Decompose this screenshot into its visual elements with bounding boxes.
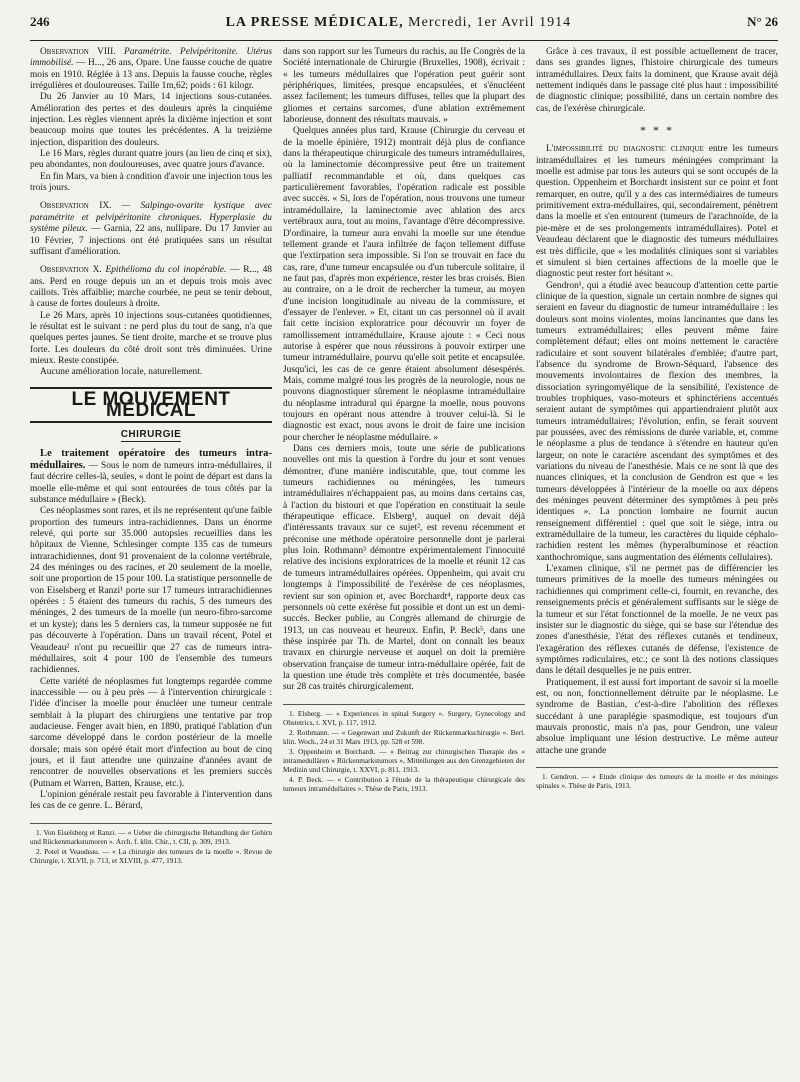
observation-9 bbox=[30, 201, 272, 258]
footnotes bbox=[30, 823, 272, 865]
paragraph: Grâce à ces travaux, il est possible actuellement de tracer, dans ses grandes lignes, l'histoire chirurgicale des tumeurs intramédullaires. Deux faits la dominent, que Krause avait déjà nettement indiqués dans le passage cité plus haut : impossibilité de diagnostic clinique; possibilité, dans un certain nombre des cas, de l'exérèse chirurgicale. bbox=[536, 47, 778, 114]
footnotes bbox=[536, 767, 778, 790]
column-3 bbox=[536, 47, 778, 866]
observation-text: — Garnia, 22 ans, nullipare. Du 17 Janvier au 10 Février, 7 injections ont été pratiquées sans un résultat suffisant d'amélioration. bbox=[30, 224, 273, 257]
paragraph: Gendron¹, qui a étudié avec beaucoup d'attention cette partie clinique de la question, signale un certain nombre de signes qui seraient en faveur du diagnostic de tumeur intramédullaire : les douleurs sont moins violentes, moins lancinantes que dans les tumeurs extramédullaires; elles peuvent même faire complètement défaut; elles ont moins nettement le caractère radiculaire et sont souvent bilatérales d'emblée; d'autre part, l'absence du syndrome de Brown-Séquard, l'absence des mouvements involontaires de flexion des membres, la dissociation syringomyélique de la sensibilité, l'existence de troubles trophiques, vaso-moteurs et sphinctériens accentués seraient autant de symptômes qui appartiendraient plutôt aux tumeurs intramédullaires; l'évolution, enfin, se ferait souvent par poussées, avec des rémissions de durée variable, et, comme le néoplasme a plus de tendance à s'étendre en hauteur qu'en largeur, on note le caractère ascendant des symptômes et des variations du niveau de l'anesthésie. Mais ce ne sont là que des nuances cliniques, et la conclusion de Gendron est que « les tumeurs développées à l'intérieur de la moelle ou aux dépens des méninges peuvent déterminer des symptômes à peu près identiques ». La ponction lombaire ne fournit aucun renseignement différentiel : quel que soit le siège, intra ou extramédullaire de la tumeur, les caractères du liquide céphalo-rachidien restent les mêmes (hyperalbuminose et réaction xanthochromique, sans augmentation des éléments cellulaires). bbox=[536, 280, 778, 563]
observation-head: Observation X. bbox=[40, 265, 102, 276]
observation-title: Epithélioma du col inopérable. bbox=[105, 265, 227, 276]
article-title: Le traitement opératoire des tumeurs intra-médullaires. bbox=[30, 447, 272, 471]
page-header bbox=[30, 14, 778, 36]
text-columns bbox=[30, 47, 778, 866]
paragraph: Cette variété de néoplasmes fut longtemps regardée comme inaccessible — ou à peu près — à l'intervention chirurgicale : l'idée d'inciser la moelle pour énucléer une tumeur centrale semblait à la plupart des chirurgiens une tentative par trop audacieuse. Fenger avait bien, en 1890, pratiqué l'ablation d'un sarcome développé dans le cordon postérieur de la moelle dorsale; mais son opéré était mort d'infection au bout de cinq jours, et il faut attendre une quinzaine d'années avant de rencontrer de nouvelles observations et les premiers succès (Putnam et Warren, Batten, Krause, etc.). bbox=[30, 676, 272, 789]
footnotes bbox=[283, 704, 525, 793]
issue-number: N° 26 bbox=[747, 14, 778, 29]
subsection-label: CHIRURGIE bbox=[120, 429, 182, 441]
observation-8 bbox=[30, 47, 272, 92]
observation-title: Paramétrite. Pelvipéritonite. Utérus immobilisé. bbox=[30, 47, 272, 69]
subsection-title bbox=[30, 429, 272, 440]
observation-head: Observation IX. bbox=[40, 201, 112, 212]
paragraph: Quelques années plus tard, Krause (Chirurgie du cerveau et de la moelle épinière, 1912) montrait déjà plus de confiance dans la thérapeutique chirurgicale des tumeurs intramédullaires, où la laminectomie décompressive peut être un traitement palliatif recommandable et où, dans quelques cas particulièrement favorables, l'opération radicale est possible avec succès. « Si, lors de l'opération, nous trouvons une tumeur intramédullaire, la laminectomie avec ablation des arcs vertébraux aura, tout au moins, l'avantage d'être décompressive. D'ordinaire, la tumeur aura envahi la moelle sur une étendue tellement grande et l'aura infiltrée de façon tellement diffuse que l'extirpation sera impossible. Si l'on se trouvait en face du cas, rare, d'une tumeur encapsulée ou d'un tubercule solitaire, il ne faut pas, d'après mon expérience, rester les bras croisés. Bien au contraire, on a le droit de rechercher la tumeur, au moyen d'une incision longitudinale au niveau de la commissure, et d'essayer de l'enlever. » Et, citant un cas personnel où il avait fait cette incision exploratrice pour découvrir un foyer de ramollissement intramédullaire, Krause ajoute : « Ceci nous autorise à espérer que nous réussirons à pouvoir extirper une tumeur intramédullaire, pourvu qu'elle soit petite et encapsulée. Jusqu'ici, les cas de ce genre étaient absolument désespérés. Mais, comme malgré tous les progrès de la neurologie, nous ne pouvons diagnostiquer sûrement le néoplasme intramédullaire du néoplasme intradural qui épargne la moelle, nous pouvons toujours en opérant nous attendre à trouver celui-là. Si le diagnostic est exact, nous avons le droit de faire une incision pour chercher le néoplasme médullaire. » bbox=[283, 126, 525, 443]
footnote: 2. Rothmann. — « Gegenwart und Zukunft der Rückenmarkschirurgie ». Berl. klin. Woch., 24 et 31 Mars 1913, pp. 528 et 598. bbox=[283, 727, 525, 746]
observation-title: — Salpingo-ovarite kystique avec paramétrite et pelvipéritonite chroniques. Hyperplasie du système pileux. bbox=[30, 201, 273, 235]
footnote: 1. Gendron. — « Etude clinique des tumeurs de la moelle et des méninges spinales ». Thèse de Paris, 1913. bbox=[536, 771, 778, 790]
footnote: 4. P. Beck. — « Contribution à l'étude de la thérapeutique chirurgicale des tumeurs intramédullaires ». Thèse de Paris, 1913. bbox=[283, 774, 525, 793]
journal-name: LA PRESSE MÉDICALE, bbox=[225, 15, 404, 30]
page-number: 246 bbox=[30, 14, 50, 29]
column-2 bbox=[283, 47, 525, 866]
section-divider-asterisks: * * * bbox=[640, 123, 674, 138]
article-lead bbox=[30, 448, 272, 507]
paragraph: Ces néoplasmes sont rares, et ils ne représentent qu'une faible proportion des tumeurs intra-rachidiennes. Dans un énorme relevé, qui porte sur 35.000 autopsies recueillies dans les hôpitaux de Vienne, Schlesinger compte 135 cas de tumeurs intrarachidiennes, dont 91 provenaient de la colonne vertébrale, 24 des méninges ou des racines, et 20 seulement de la moelle, soit une proportion de 15 pour 100. La statistique personnelle de von Eiselsberg et Ranzi¹ porte sur 17 tumeurs intrarachidiennes opérées : 5 étaient des tumeurs du rachis, 5 des tumeurs des méninges, 2 des tumeurs de la moelle (un neuro-fibro-sarcome et un kyste); dans les 5 derniers cas, la tumeur supposée ne fut pas découverte à l'opération. Dans un travail récent, Potel et Veaudeau² n'ont pu recueillir que 27 cas de tumeurs intra-médullaires, soit 4 pour 100 de l'ensemble des tumeurs rachidiennes. bbox=[30, 506, 272, 676]
article-text: — Sous le nom de tumeurs intra-médullaires, il faut décrire celles-là, seules, « dont le point de départ est dans la moelle elle-même et qui sont entourées de tous côtés par la substance médullaire » (Beck). bbox=[30, 461, 273, 506]
paragraph: Le 26 Mars, après 10 injections sous-cutanées quotidiennes, le résultat est le suivant : ne perd plus du tout de sang, n'a que quelques pertes jaunes. Se tient droite, marche et se trouve plus forte. Les douleurs du côté droit sont très diminuées. Urine mieux. Reste constipée. bbox=[30, 310, 272, 366]
column-1 bbox=[30, 47, 272, 866]
observation-text: — H..., 26 ans, Opare. Une fausse couche de quatre mois en 1910. Réglée à 13 ans. Depuis la fausse couche, règles irrégulières et douloureuses. Taille 1m,62; poids : 61 kilogr. bbox=[30, 58, 273, 92]
observation-text: — R..., 48 ans. Perd en rouge depuis un an et depuis trois mois avec caillots. Très affaiblie; marche courbée, ne peut se tenir debout, à cause de fortes douleurs à droite. bbox=[30, 265, 272, 310]
paragraph-diagnostic bbox=[536, 144, 778, 280]
footnote: 1. Elsberg. — « Experiences in spinal Surgery ». Surgery, Gynecology and Obstetrics, t. XVI, p. 117, 1912. bbox=[283, 708, 525, 727]
paragraph: Du 26 Janvier au 10 Mars, 14 injections sous-cutanées. Amélioration des pertes et des douleurs après la cinquième injection. Les règles viennent après la dixième injection et sont beaucoup moins que toutes les précédentes. A la treizième injection, disparition des douleurs. bbox=[30, 92, 272, 148]
footnote: 2. Potel et Veaudeau. — « La chirurgie des tumeurs de la moelle ». Revue de Chirurgie, t. XLVII, p. 713, et XLVIII, p. 477, 1913. bbox=[30, 846, 272, 865]
paragraph: Aucune amélioration locale, naturellement. bbox=[40, 367, 203, 378]
section-title: LE MOUVEMENT MÉDICAL bbox=[30, 387, 272, 424]
paragraph: En fin Mars, va bien à condition d'avoir une injection tous les trois jours. bbox=[30, 171, 272, 194]
footnote: 1. Von Eiselsberg et Ranzi. — « Ueber die chirurgische Behandlung der Gehirn und Rückenmarkstumoren ». Arch. f. klin. Chir., t. CII, p. 309, 1913. bbox=[30, 827, 272, 846]
paragraph: Le 16 Mars, règles durant quatre jours (au lieu de cinq et six), peu abondantes, non douloureuses, avec quatre jours d'avance. bbox=[30, 149, 272, 171]
footnote: 3. Oppenheim et Borchardt. — « Beitrag zur chirurgischen Therapie des « intramedullären » Rückenmarkstumors », Mitteilungen aus den Grenzgebieten der Medizin und Chirurgie, t. XXVI, p. 811, 1913. bbox=[283, 746, 525, 774]
paragraph: dans son rapport sur les Tumeurs du rachis, au IIe Congrès de la Société internationale de Chirurgie (Bruxelles, 1908), écrivait : « les tumeurs médullaires que l'opération peut guérir sont périphériques, limitées, presque encapsulées, et s'énucléent assez facilement; les tumeurs diffuses, telles que la plupart des gliomes et certains sarcomes, d'une ablation extrêmement laborieuse, donnent des résultats mauvais. » bbox=[283, 47, 525, 126]
paragraph: Dans ces derniers mois, toute une série de publications nouvelles ont mis la question à l'ordre du jour et sont venues démontrer, d'une manière indiscutable, que, tout comme les tumeurs rachidiennes ou méningées, les tumeurs intramédullaires n'échappaient pas, au moins dans certains cas, à l'action du bistouri et que l'opération en constituait la seule thérapeutique efficace. Elsberg¹, auquel on devait déjà d'intéressants travaux sur ce sujet², est revenu récemment et préconise une méthode opératoire personnelle dont je parlerai plus loin. Rothmann³ démontre expérimentalement l'innocuité relative des incisions exploratrices de la moelle et réunit 12 cas de tumeurs intramédullaires opérées. Oppenheim, qui avait cru longtemps à l'impossibilité de l'exérèse de ces néoplasmes, revient sur son opinion et, avec Borchardt⁴, rapporte deux cas personnels où cette exérèse fut possible et dont un est un demi-succès. Becker publie, au Congrès allemand de chirurgie de 1913, un cas nouveau et heureux. Enfin, P. Beck⁵, dans une thèse inspirée par Th. de Martel, dont on connaît les beaux travaux en chirurgie nerveuse et auquel on doit la première observation française de tumeur intra-médullaire opérée, fait de la question une étude très complète et très documentée, basée sur 28 cas traités chirurgicalement. bbox=[283, 444, 525, 693]
paragraph: L'opinion générale restait peu favorable à l'intervention dans les cas de ce genre. L. Bérard, bbox=[30, 789, 272, 812]
header-rule bbox=[30, 40, 778, 41]
observation-10 bbox=[30, 265, 272, 310]
observation-head: Observation VIII. bbox=[40, 47, 116, 57]
paragraph: Pratiquement, il est aussi fort important de savoir si la moelle est, ou non, fonctionnellement détruite par le néoplasme. Le syndrome de Bastian, c'est-à-dire l'abolition des réflexes succédant à une paraplégie spasmodique, est toujours d'un mauvais pronostic, mais n'a pas, pour Gendron, une valeur absolue impliquant une lésion destructive. Le même auteur attache une grande bbox=[536, 677, 778, 756]
paragraph: L'examen clinique, s'il ne permet pas de différencier les tumeurs primitives de la moelle des tumeurs méningées ou rachidiennes qui compriment celle-ci, fournit, en revanche, des renseignements précis et généralement suffisants sur le siège de la tumeur et sur l'état fonctionnel de la moelle. Je ne veux pas insister sur le diagnostic du siège, qui se base sur l'étendue des zones d'anesthésie, l'état des réflexes cutanés et tendineux, l'exagération des réflexes cutanés de défense, l'existence de symptômes radiculaires, etc.; ce sont là des notions classiques dans le détail desquelles je ne puis entrer. bbox=[536, 564, 778, 677]
issue-date: Mercredi, 1er Avril 1914 bbox=[408, 15, 572, 30]
running-title bbox=[226, 15, 572, 31]
paragraph-text: entre les tumeurs intramédullaires et les tumeurs méningées comprimant la moelle est admise par tous les auteurs qui se sont occupés de la question. Oppenheim et Borchardt insistent sur ce point et font remarquer, en outre, qu'il y a des cas intermédiaires de tumeurs primitivement extra-médullaires, qui, secondairement, pénètrent dans la moelle et s'en entourent (tumeurs de l'arachnoïde, de la pie-mère et de ses prolongements intramédullaires). Potel et Veaudeau déclarent que le diagnostic des tumeurs médullaires est très difficile, que « les modalités cliniques sont si variables et simulent si bien certaines affections de la moelle que le diagnostic peut rester fort hésitant ». bbox=[536, 144, 778, 280]
paragraph-head: L'impossibilité du diagnostic clinique bbox=[546, 144, 704, 155]
